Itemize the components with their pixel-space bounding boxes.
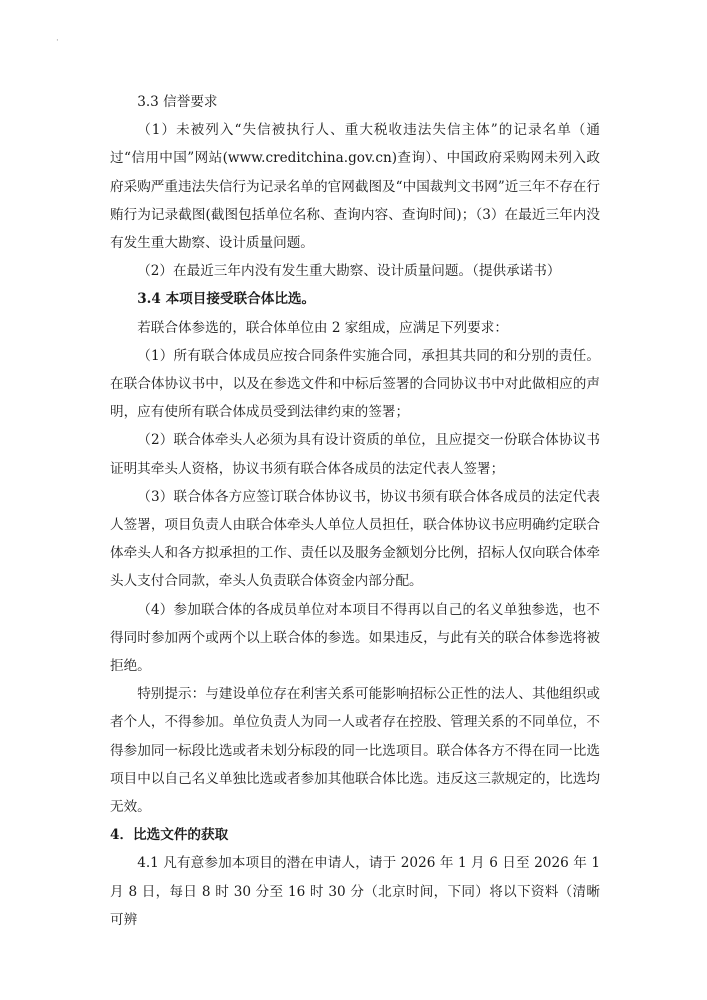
consortium-intro: 若联合体参选的，联合体单位由 2 家组成，应满足下列要求：	[137, 319, 508, 336]
credit-requirement-2: （2）在最近三年内没有发生重大勘察、设计质量问题。（提供承诺书）	[137, 263, 561, 280]
section-3-4-heading: 3.4 本项目接受联合体比选。	[137, 291, 316, 308]
section-4-heading: 4．比选文件的获取	[110, 827, 229, 844]
consortium-requirement-2: （2）联合体牵头人必须为具有设计资质的单位，且应提交一份联合体协议书证明其牵头人资格，协议书须有联合体各成员的法定代表人签署；	[110, 432, 600, 477]
consortium-requirement-1: （1）所有联合体成员应按合同条件实施合同，承担其共同的和分别的责任。在联合体协议书中，以及在参选文件和中标后签署的合同协议书中对此做相应的声明，应有使所有联合体成员受到法律约束的签署；	[110, 347, 600, 421]
document-body	[110, 88, 600, 934]
special-notice: 特别提示：与建设单位存在利害关系可能影响招标公正性的法人、其他组织或者个人，不得参加。单位负责人为同一人或者存在控股、管理关系的不同单位，不得参加同一标段比选或者未划分标段的同一比选项目。联合体各方不得在同一比选项目中以自己名义单独比选或者参加其他联合体比选。违反这三款规定的，比选均无效。	[110, 686, 600, 816]
consortium-requirement-4: （4）参加联合体的各成员单位对本项目不得再以自己的名义单独参选，也不得同时参加两个或两个以上联合体的参选。如果违反，与此有关的联合体参选将被拒绝。	[110, 601, 600, 675]
section-3-3-heading: 3.3 信誉要求	[137, 94, 218, 110]
consortium-requirement-3: （3）联合体各方应签订联合体协议书，协议书须有联合体各成员的法定代表人签署，项目负责人由联合体牵头人单位人员担任，联合体协议书应明确约定联合体牵头人和各方拟承担的工作、责任以及服务金额划分比例，招标人仅向联合体牵头人支付合同款，牵头人负责联合体资金内部分配。	[110, 488, 600, 590]
scan-speck: ·	[56, 36, 59, 46]
section-4-1-text: 4.1 凡有意参加本项目的潜在申请人，请于 2026 年 1 月 6 日至 2026 年 1 月 8 日，每日 8 时 30 分至 16 时 30 分（北京时间，下同）将以下资料（清晰可辨	[110, 855, 600, 928]
credit-requirement-1: （1）未被列入“失信被执行人、重大税收违法失信主体”的记录名单（通过“信用中国”网站(www.creditchina.gov.cn)查询）、中国政府采购网未列入政府采购严重违法失信行为记录名单的官网截图及“中国裁判文书网”近三年不存在行贿行为记录截图(截图包括单位名称、查询内容、查询时间)；（3）在最近三年内没有发生重大勘察、设计质量问题。	[110, 122, 600, 252]
